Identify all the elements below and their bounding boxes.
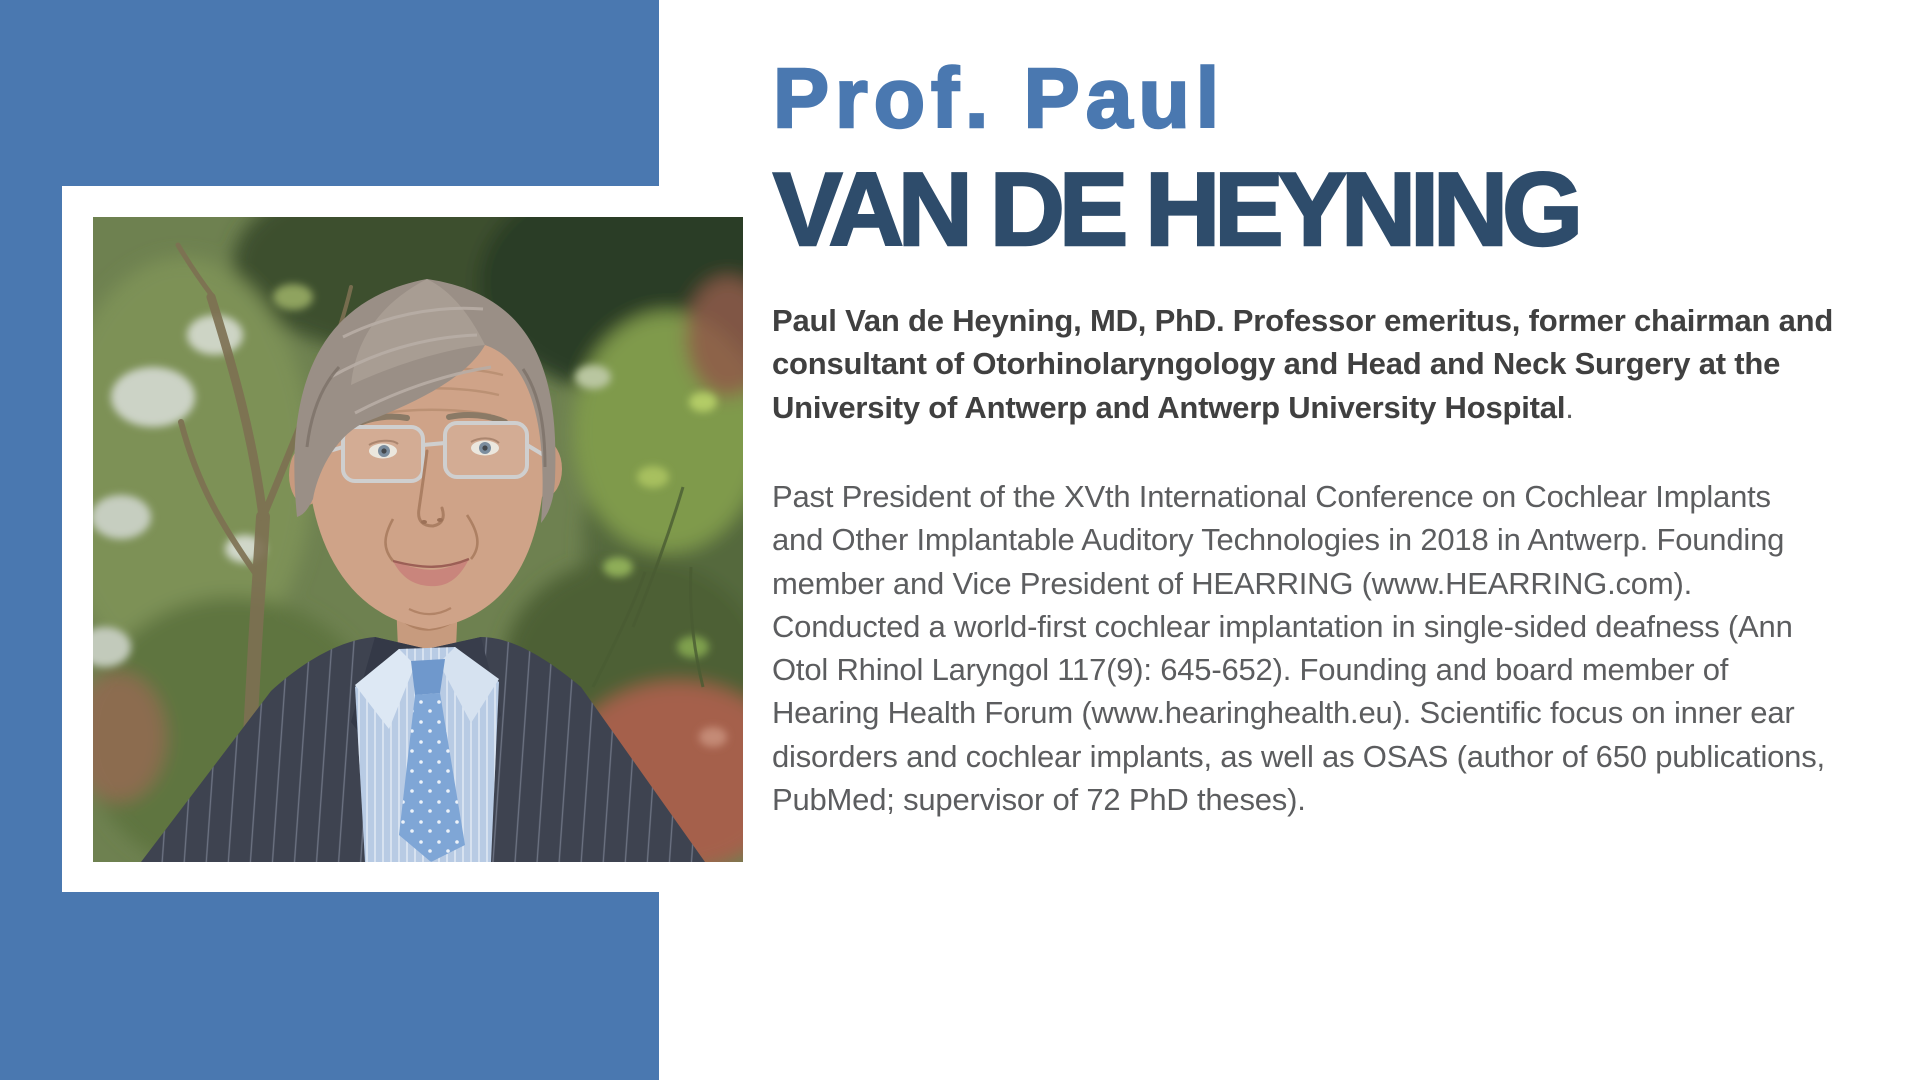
portrait-photo (93, 217, 743, 862)
bio-line: Past President of the XVth International Conference on Cochlear Implants (772, 479, 1771, 514)
intro-period: . (1565, 389, 1574, 425)
intro-line: consultant of Otorhinolaryngology and Head and Neck Surgery at the (772, 346, 1781, 382)
bio-line: disorders and cochlear implants, as well as OSAS (author of 650 publications, (772, 738, 1825, 774)
intro-paragraph (772, 299, 1917, 429)
bio-line: PubMed; supervisor of 72 PhD theses). (772, 782, 1306, 818)
photo-card (62, 186, 774, 892)
bio-paragraph (772, 475, 1917, 821)
intro-line: Paul Van de Heyning, MD, PhD. Professor emeritus, former chairman and (772, 303, 1834, 338)
bio-content (772, 0, 1917, 1080)
page-title-first-name: Prof. Paul (773, 51, 1226, 145)
bio-line: Otol Rhinol Laryngol 117(9): 645-652). Founding and board member of (772, 652, 1729, 688)
bio-line: member and Vice President of HEARRING (www.HEARRING.com). (772, 565, 1693, 601)
bio-line: and Other Implantable Auditory Technologies in 2018 in Antwerp. Founding (772, 522, 1785, 558)
page-title-last-name: VAN DE HEYNING (773, 152, 1577, 268)
intro-line: University of Antwerp and Antwerp University Hospital. (772, 389, 1574, 425)
bio-line: Hearing Health Forum (www.hearinghealth.eu). Scientific focus on inner ear (772, 695, 1795, 731)
bio-line: Conducted a world-first cochlear implantation in single-sided deafness (Ann (772, 608, 1793, 644)
portrait-illustration (93, 217, 743, 862)
